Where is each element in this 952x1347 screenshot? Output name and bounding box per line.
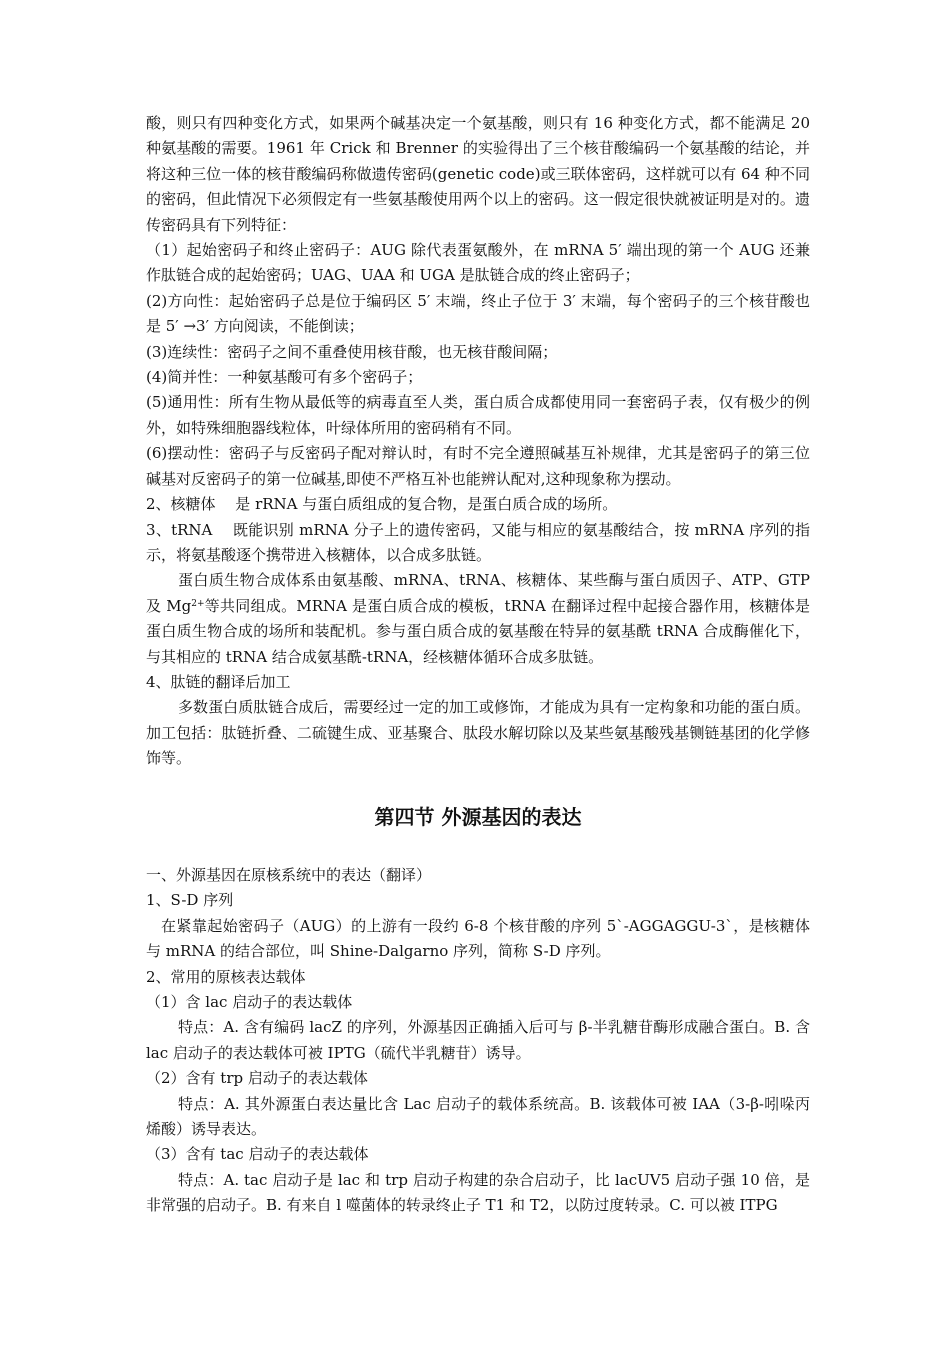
synthesis-text-a: 蛋白质生物合成体系由氨基酸、mRNA、tRNA、核糖体、某些酶与蛋白质因子、ATP、GTP 及 Mg bbox=[146, 571, 810, 615]
feature-wobble: (6)摆动性：密码子与反密码子配对辩认时，有时不完全遵照碱基互补规律，尤其是密码子的第三位碱基对反密码子的第一位碱基,即使不严格互补也能辨认配对,这种现象称为摆动。 bbox=[146, 444, 810, 488]
lac-vector-title: （1）含 lac 启动子的表达载体 bbox=[146, 993, 353, 1012]
paragraph-processing: 多数蛋白质肽链合成后，需要经过一定的加工或修饰，才能成为具有一定构象和功能的蛋白质。加工包括：肽链折叠、二硫键生成、亚基聚合、肽段水解切除以及某些氨基酸残基铡链基团的化学修饰等。 bbox=[146, 698, 810, 768]
item-post-translation: 4、肽链的翻译后加工 bbox=[146, 672, 291, 691]
tac-vector-features: 特点：A. tac 启动子是 lac 和 trp 启动子构建的杂合启动子，比 lacUV5 启动子强 10 倍，是非常强的启动子。B. 有来自 l 噬菌体的转录终止子 T1 和 T2，以防过度转录。C. 可以被 ITPG bbox=[146, 1170, 810, 1215]
feature-continuity: (3)连续性：密码子之间不重叠使用核苷酸，也无核苷酸间隔； bbox=[146, 342, 558, 361]
mg-superscript: 2+ bbox=[191, 598, 205, 609]
paragraph-synthesis-system bbox=[146, 568, 810, 670]
feature-start-stop-codons: （1）起始密码子和终止密码子：AUG 除代表蛋氨酸外，在 mRNA 5′ 端出现的第一个 AUG 还兼作肽链合成的起始密码；UAG、UAA 和 UGA 是肽链合成的终止密码子； bbox=[146, 241, 810, 285]
subheading-prokaryotic: 一、外源基因在原核系统中的表达（翻译） bbox=[146, 866, 432, 884]
feature-degeneracy: (4)简并性：一种氨基酸可有多个密码子； bbox=[146, 368, 423, 387]
feature-universality: (5)通用性：所有生物从最低等的病毒直至人类，蛋白质合成都使用同一套密码子表，仅有极少的例外，如特殊细胞器线粒体，叶绿体所用的密码稍有不同。 bbox=[146, 393, 810, 437]
lac-vector-features: 特点：A. 含有编码 lacZ 的序列，外源基因正确插入后可与 β-半乳糖苷酶形成融合蛋白。B. 含 lac 启动子的表达载体可被 IPTG（硫代半乳糖苷）诱导。 bbox=[146, 1018, 810, 1062]
feature-direction: (2)方向性：起始密码子总是位于编码区 5′ 末端，终止子位于 3′ 末端，每个密码子的三个核苷酸也是 5′ →3′ 方向阅读，不能倒读； bbox=[146, 291, 810, 336]
subheading-sd: 1、S-D 序列 bbox=[146, 891, 234, 910]
trp-vector-features: 特点：A. 其外源蛋白表达量比含 Lac 启动子的载体系统高。B. 该载体可被 IAA（3-β-吲哚丙烯酸）诱导表达。 bbox=[146, 1094, 810, 1139]
paragraph-genetic-code: 酸，则只有四种变化方式，如果两个碱基决定一个氨基酸，则只有 16 种变化方式，都不能满足 20 种氨基酸的需要。1961 年 Crick 和 Brenner 的实验得出了三个核苷酸编码一个氨基酸的结论，并将这种三位一体的核苷酸编码称做遗传密码(genetic code)或三联体密码，这样就可以有 64 种不同的密码，但此情况下必须假定有一些氨基酸使用两个以上的密码。这一假定很快就被证明是对的。遗传密码具有下列特征： bbox=[146, 114, 810, 234]
section-heading: 第四节 外源基因的表达 bbox=[374, 805, 582, 829]
item-trna: 3、tRNA 既能识别 mRNA 分子上的遗传密码，又能与相应的氨基酸结合，按 mRNA 序列的指示，将氨基酸逐个携带进入核糖体，以合成多肽链。 bbox=[146, 520, 810, 564]
item-ribosome: 2、核糖体 是 rRNA 与蛋白质组成的复合物，是蛋白质合成的场所。 bbox=[146, 495, 618, 514]
trp-vector-title: （2）含有 trp 启动子的表达载体 bbox=[146, 1069, 368, 1088]
synthesis-text-b: 等共同组成。MRNA 是蛋白质合成的模板，tRNA 在翻译过程中起接合器作用，核糖体是蛋白质生物合成的场所和装配机。参与蛋白质合成的氨基酸在特异的氨基酰 tRNA 合成酶催化下，与其相应的 tRNA 结合成氨基酰-tRNA，经核糖体循环合成多肽链。 bbox=[146, 596, 810, 666]
section-protein-synthesis bbox=[146, 111, 810, 772]
tac-vector-title: （3）含有 tac 启动子的表达载体 bbox=[146, 1145, 369, 1164]
paragraph-sd: 在紧靠起始密码子（AUG）的上游有一段约 6-8 个核苷酸的序列 5`-AGGAGGU-3`，是核糖体与 mRNA 的结合部位，叫 Shine-Dalgarno 序列，简称 S-D 序列。 bbox=[146, 916, 810, 961]
section-foreign-gene-expression bbox=[146, 863, 810, 1219]
subheading-vectors: 2、常用的原核表达载体 bbox=[146, 967, 306, 986]
